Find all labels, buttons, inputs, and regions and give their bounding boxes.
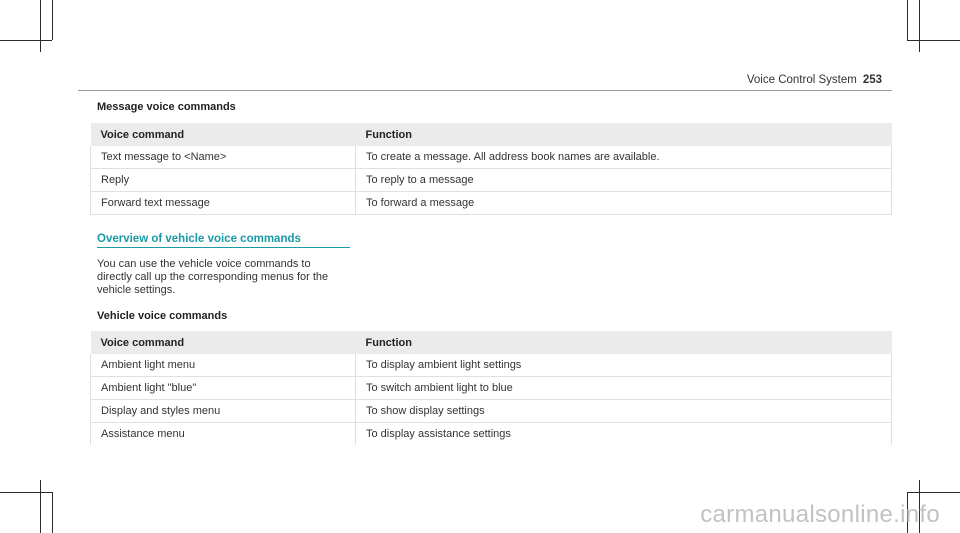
table-cell: Text message to <Name>: [91, 146, 356, 169]
table-cell: Assistance menu: [91, 423, 356, 446]
watermark: carmanualsonline.info: [700, 501, 940, 528]
crop-mark: [907, 0, 908, 40]
paragraph-line: vehicle settings.: [97, 284, 176, 296]
crop-mark: [0, 40, 52, 41]
table-row: [91, 354, 892, 377]
message-table-title: Message voice commands: [97, 101, 236, 113]
table-cell: To display ambient light settings: [356, 354, 892, 377]
crop-mark: [907, 40, 960, 41]
page-header: [747, 74, 882, 86]
page-number: 253: [862, 74, 882, 86]
crop-mark: [919, 0, 920, 52]
table-cell: Display and styles menu: [91, 400, 356, 423]
column-header: Function: [356, 123, 892, 146]
crop-mark: [40, 0, 41, 52]
message-commands-table: [90, 123, 892, 215]
table-row: [91, 400, 892, 423]
paragraph-line: You can use the vehicle voice commands to: [97, 258, 311, 270]
vehicle-table-title: Vehicle voice commands: [97, 310, 228, 322]
table-header-row: [91, 123, 892, 146]
crop-mark: [52, 0, 53, 40]
table-cell: To reply to a message: [356, 169, 892, 192]
table-row: [91, 377, 892, 400]
table-row: [91, 192, 892, 215]
table-cell: Ambient light menu: [91, 354, 356, 377]
table-row: [91, 146, 892, 169]
table-cell: Ambient light "blue": [91, 377, 356, 400]
table-cell: Reply: [91, 169, 356, 192]
crop-mark: [907, 492, 960, 493]
table-cell: To display assistance settings: [356, 423, 892, 446]
table-header-row: [91, 331, 892, 354]
paragraph-line: directly call up the corresponding menus for the: [97, 271, 329, 283]
table-row: [91, 423, 892, 446]
crop-mark: [52, 492, 53, 533]
column-header: Function: [356, 331, 892, 354]
crop-mark: [40, 480, 41, 533]
column-header: Voice command: [91, 331, 356, 354]
vehicle-commands-table: [90, 331, 892, 445]
table-row: [91, 169, 892, 192]
table-cell: To show display settings: [356, 400, 892, 423]
overview-paragraph: [97, 258, 357, 297]
crop-mark: [0, 492, 52, 493]
table-cell: To create a message. All address book names are available.: [356, 146, 892, 169]
header-section-title: Voice Control System: [746, 74, 857, 86]
header-divider: [78, 90, 892, 91]
table-cell: To switch ambient light to blue: [356, 377, 892, 400]
table-cell: Forward text message: [91, 192, 356, 215]
column-header: Voice command: [91, 123, 356, 146]
table-cell: To forward a message: [356, 192, 892, 215]
overview-heading: Overview of vehicle voice commands: [97, 233, 350, 248]
